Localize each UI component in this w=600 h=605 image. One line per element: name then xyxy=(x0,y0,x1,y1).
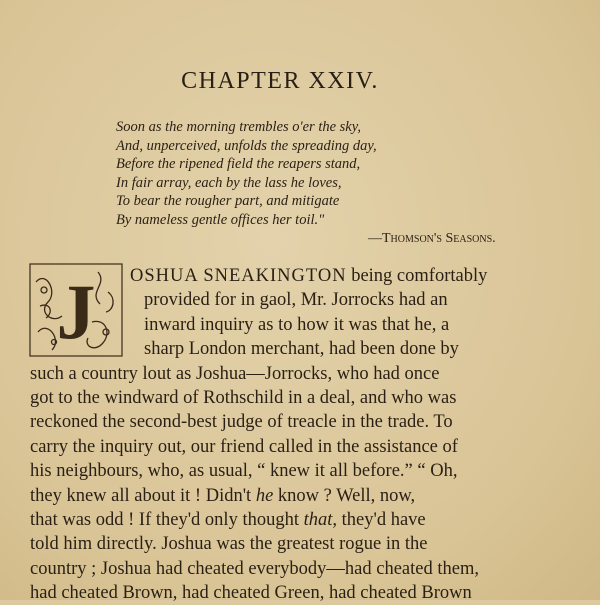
body-line: his neighbours, who, as usual, “ knew it all before.” “ Oh, xyxy=(30,461,458,482)
epigraph-attribution: —Thomson's Seasons. xyxy=(368,231,496,246)
body-line: country ; Joshua had cheated everybody—had cheated them, xyxy=(30,558,479,579)
epigraph-line: And, unperceived, unfolds the spreading day, xyxy=(116,137,377,154)
body-line: such a country lout as Joshua—Jorrocks, who had once xyxy=(30,363,440,384)
epigraph-line: Before the ripened field the reapers stand, xyxy=(116,156,361,172)
body-line: got to the windward of Rothschild in a deal, and who was xyxy=(30,387,457,408)
body-line: had cheated Brown, had cheated Green, had cheated Brown xyxy=(30,583,472,604)
epigraph-line: In fair array, each by the lass he loves, xyxy=(116,174,342,191)
body-line: provided for in gaol, Mr. Jorrocks had an xyxy=(144,290,448,311)
body-line: that was odd ! If they'd only thought that, they'd have xyxy=(30,509,426,530)
first-word: OSHUA SNEAKINGTON xyxy=(130,266,347,286)
body-line: inward inquiry as to how it was that he, a xyxy=(144,314,450,335)
epigraph-line: By nameless gentle offices her toil." xyxy=(116,211,325,228)
body-line: reckoned the second-best judge of treacle in the trade. To xyxy=(30,412,453,433)
body-line: carry the inquiry out, our friend called in the assistance of xyxy=(30,436,458,457)
body-line: OSHUA SNEAKINGTON being comfortably xyxy=(130,266,488,286)
body-line: they knew all about it ! Didn't he know ? Well, now, xyxy=(30,485,416,506)
body-text xyxy=(30,264,590,605)
epigraph-line: Soon as the morning trembles o'er the sky, xyxy=(116,119,362,135)
epigraph-line: To bear the rougher part, and mitigate xyxy=(116,193,340,209)
dropcap-letter: J xyxy=(56,268,96,355)
body-line: told him directly. Joshua was the greatest rogue in the xyxy=(30,534,428,555)
chapter-title: CHAPTER XXIV. xyxy=(181,68,379,94)
body-line: sharp London merchant, had been done by xyxy=(144,339,459,360)
epigraph xyxy=(116,118,377,229)
